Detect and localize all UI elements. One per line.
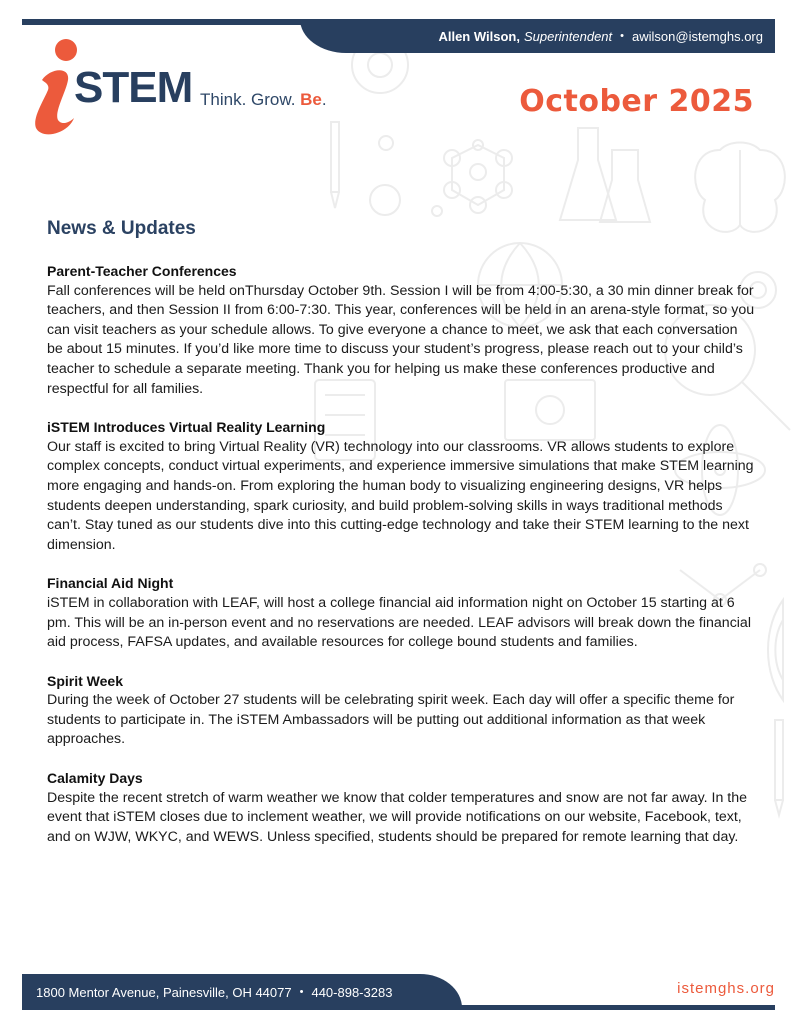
- article-title: iSTEM Introduces Virtual Reality Learning: [47, 419, 326, 436]
- issue-date: October 2025: [519, 84, 754, 119]
- protractor-icon: [768, 600, 783, 700]
- section-title: News & Updates: [47, 218, 196, 239]
- separator-dot: •: [620, 30, 625, 42]
- flask-icon: [560, 128, 650, 222]
- website-link[interactable]: istemghs.org: [677, 980, 775, 997]
- superintendent-name: Allen Wilson,: [438, 28, 520, 44]
- article-parent-teacher-conferences: [47, 262, 757, 399]
- article-body: During the week of October 27 students will be celebrating spirit week. Each day will offer a specific theme for students to participate in. The iSTEM Ambassadors will be putting out additional information as that week approaches.: [47, 692, 735, 748]
- article-financial-aid-night: [47, 574, 757, 652]
- superintendent-role: Superintendent: [523, 28, 613, 44]
- footer-contact-bar: [22, 974, 462, 1010]
- school-address: 1800 Mentor Avenue, Painesville, OH 44077: [36, 984, 292, 1000]
- article-virtual-reality-learning: [47, 418, 757, 555]
- article-title: Spirit Week: [47, 672, 123, 689]
- article-body: Fall conferences will be held onThursday October 9th. Session I will be from 4:00-5:30, a 30 min dinner break for teachers, and then Session II from 6:00-7:30. This year, conferences will be held in an arena-style format, so you can visit teachers as your schedule allows. To give everyone a chance to meet, we ask that each conversation be about 15 minutes. If you’d like more time to discuss your student’s progress, please reach out to your child’s teacher to schedule a separate meeting. Thank you for helping us make these conferences productive and respectful for all families.: [47, 282, 755, 397]
- article-body: Despite the recent stretch of warm weather we know that colder temperatures and snow are not far away. In the event that iSTEM closes due to inclement weather, we will provide notifications on our website, Facebook, text, and on WJW, WKYC, and WEWS. Unless specified, students should be prepared for remote learning that day.: [47, 789, 748, 845]
- article-spirit-week: [47, 672, 757, 750]
- superintendent-email-link[interactable]: awilson@istemghs.org: [632, 28, 763, 44]
- pencil-icon: [775, 720, 783, 815]
- article-body: Our staff is excited to bring Virtual Reality (VR) technology into our classrooms. VR allows students to explore complex concepts, conduct virtual experiments, and experience immersive simulations that make STEM learning more engaging and hands-on. From exploring the human body to visualizing engineering designs, VR helps students deepen understanding, spark curiosity, and build problem-solving skills in ways traditional methods can’t. Stay tuned as our students dive into this cutting-edge technology and take their STEM learning to the next dimension.: [47, 438, 754, 553]
- article-title: Calamity Days: [47, 770, 143, 787]
- article-title: Parent-Teacher Conferences: [47, 263, 237, 279]
- logo-tagline: [200, 91, 327, 108]
- footer-rule: [440, 1005, 775, 1010]
- istem-logo: [28, 38, 348, 138]
- article-calamity-days: [47, 769, 757, 847]
- header-rule: [22, 19, 324, 25]
- tagline-text: Think. Grow.: [200, 90, 301, 109]
- molecule-icon: [432, 140, 512, 216]
- logo-wordmark: STEM: [74, 63, 193, 112]
- tagline-emphasis: Be: [300, 90, 322, 109]
- header-contact-bar: [300, 19, 775, 53]
- article-title: Financial Aid Night: [47, 575, 174, 592]
- article-body: iSTEM in collaboration with LEAF, will host a college financial aid information night on October 15 starting at 6 pm. This will be an in-person event and no reservations are needed. LEAF advisors will break down the financial aid process, FAFSA updates, and available resources for college bound students and families.: [47, 594, 751, 651]
- school-phone: 440-898-3283: [311, 984, 393, 1000]
- tagline-period: .: [321, 90, 327, 109]
- separator-dot: •: [299, 986, 304, 998]
- newsletter-content: [47, 218, 757, 866]
